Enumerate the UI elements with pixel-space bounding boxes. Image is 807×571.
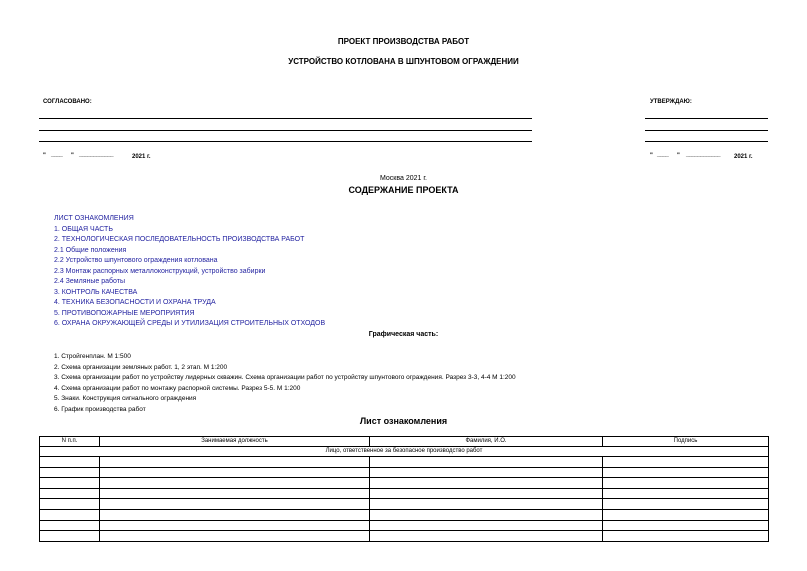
column-header-number: N п.п. [40,437,100,447]
agreed-signature-line [39,118,532,119]
table-cell[interactable] [370,531,603,542]
table-cell[interactable] [603,509,769,520]
agreed-date-quote-open: " [43,153,46,159]
table-cell[interactable] [603,457,769,468]
document-subtitle: УСТРОЙСТВО КОТЛОВАНА В ШПУНТОВОМ ОГРАЖДЕНИИ [288,57,519,66]
sheet-title: Лист ознакомления [359,416,448,426]
table-cell[interactable] [40,467,100,478]
graphic-item: 1. Стройгенплан. М 1:500 [54,353,131,360]
table-row [40,488,769,499]
table-row [40,478,769,489]
contents-item[interactable]: 6. ОХРАНА ОКРУЖАЮЩЕЙ СРЕДЫ И УТИЛИЗАЦИЯ СТРОИТЕЛЬНЫХ ОТХОДОВ [54,320,326,327]
approved-date-day: ____ [657,152,669,158]
table-cell[interactable] [603,488,769,499]
graphic-item: 6. График производства работ [54,405,146,413]
table-cell[interactable] [603,478,769,489]
table-cell[interactable] [370,488,603,499]
section-row-label: Лицо, ответственное за безопасное производство работ [40,447,769,457]
approved-date-quote-close: " [677,153,680,159]
graphic-item: 3. Схема организации работ по устройству лидерных скважин. Схема организации работ по устройству шпунтового ограждения. Разрез 3-3, 4-4 М 1:200 [54,374,516,381]
table-cell[interactable] [40,478,100,489]
contents-item[interactable]: 2.1 Общие положения [54,246,127,254]
approved-signature-line [645,130,768,131]
agreed-date-month: ____________ [79,152,114,158]
approved-signature-line [645,118,768,119]
table-cell[interactable] [40,509,100,520]
contents-list [54,214,325,330]
graphic-item: 5. Знаки. Конструкция сигнального ограждения [54,395,197,402]
table-cell[interactable] [100,478,370,489]
table-cell[interactable] [603,520,769,531]
table-cell[interactable] [370,509,603,520]
table-row [40,520,769,531]
table-cell[interactable] [100,509,370,520]
table-header-row [40,437,769,447]
table-cell[interactable] [370,457,603,468]
table-cell[interactable] [100,531,370,542]
contents-item[interactable]: 2.2 Устройство шпунтового ограждения котлована [54,257,218,264]
table-row [40,457,769,468]
table-cell[interactable] [100,467,370,478]
column-header-signature: Подпись [603,437,769,447]
table-cell[interactable] [370,520,603,531]
table-cell[interactable] [40,457,100,468]
table-cell[interactable] [100,457,370,468]
table-cell[interactable] [370,499,603,510]
agreed-signature-line [39,130,532,131]
table-section-row [40,447,769,457]
agreed-signature-line [39,141,532,142]
table-cell[interactable] [370,467,603,478]
graphic-item: 2. Схема организации земляных работ. 1, 2 этап. М 1:200 [54,363,228,371]
table-row [40,499,769,510]
table-cell[interactable] [40,499,100,510]
familiarization-table [39,436,769,542]
table-cell[interactable] [40,488,100,499]
contents-item[interactable]: 4. ТЕХНИКА БЕЗОПАСНОСТИ И ОХРАНА ТРУДА [54,299,216,306]
graphic-item: 4. Схема организации работ по монтажу распорной системы. Разрез 5-5. М 1:200 [54,384,301,392]
agreed-label: СОГЛАСОВАНО: [43,99,92,105]
table-cell[interactable] [100,499,370,510]
agreed-date-quote-close: " [71,153,74,159]
contents-item[interactable]: 2.4 Земляные работы [54,278,125,285]
document-title: ПРОЕКТ ПРОИЗВОДСТВА РАБОТ [337,37,470,46]
graphic-part-title: Графическая часть: [368,331,439,338]
approved-signature-line [645,141,768,142]
contents-item[interactable]: ЛИСТ ОЗНАКОМЛЕНИЯ [54,215,134,222]
agreed-date-year: 2021 г. [132,154,151,160]
table-cell[interactable] [40,531,100,542]
table-cell[interactable] [603,531,769,542]
table-cell[interactable] [100,520,370,531]
table-cell[interactable] [100,488,370,499]
contents-item[interactable]: 2. ТЕХНОЛОГИЧЕСКАЯ ПОСЛЕДОВАТЕЛЬНОСТЬ ПРОИЗВОДСТВА РАБОТ [54,236,305,243]
table-cell[interactable] [40,520,100,531]
city-year: Москва 2021 г. [379,175,427,182]
column-header-position: Занимаемая должность [100,437,370,447]
approved-date-quote-open: " [650,153,653,159]
contents-title: СОДЕРЖАНИЕ ПРОЕКТА [348,185,459,195]
contents-item[interactable]: 3. КОНТРОЛЬ КАЧЕСТВА [54,288,138,296]
graphic-part-list [54,352,516,415]
table-cell[interactable] [603,467,769,478]
table-row [40,467,769,478]
approved-date-year: 2021 г. [734,154,753,160]
approved-label: УТВЕРЖДАЮ: [650,99,692,105]
table-row [40,509,769,520]
table-cell[interactable] [370,478,603,489]
agreed-date-day: ____ [51,152,63,158]
contents-item[interactable]: 5. ПРОТИВОПОЖАРНЫЕ МЕРОПРИЯТИЯ [54,309,195,317]
table-cell[interactable] [603,499,769,510]
contents-item[interactable]: 1. ОБЩАЯ ЧАСТЬ [54,225,113,233]
contents-item[interactable]: 2.3 Монтаж распорных металлоконструкций, устройство забирки [54,267,266,275]
approved-date-month: ____________ [686,152,721,158]
column-header-name: Фамилия, И.О. [370,437,603,447]
table-row [40,531,769,542]
